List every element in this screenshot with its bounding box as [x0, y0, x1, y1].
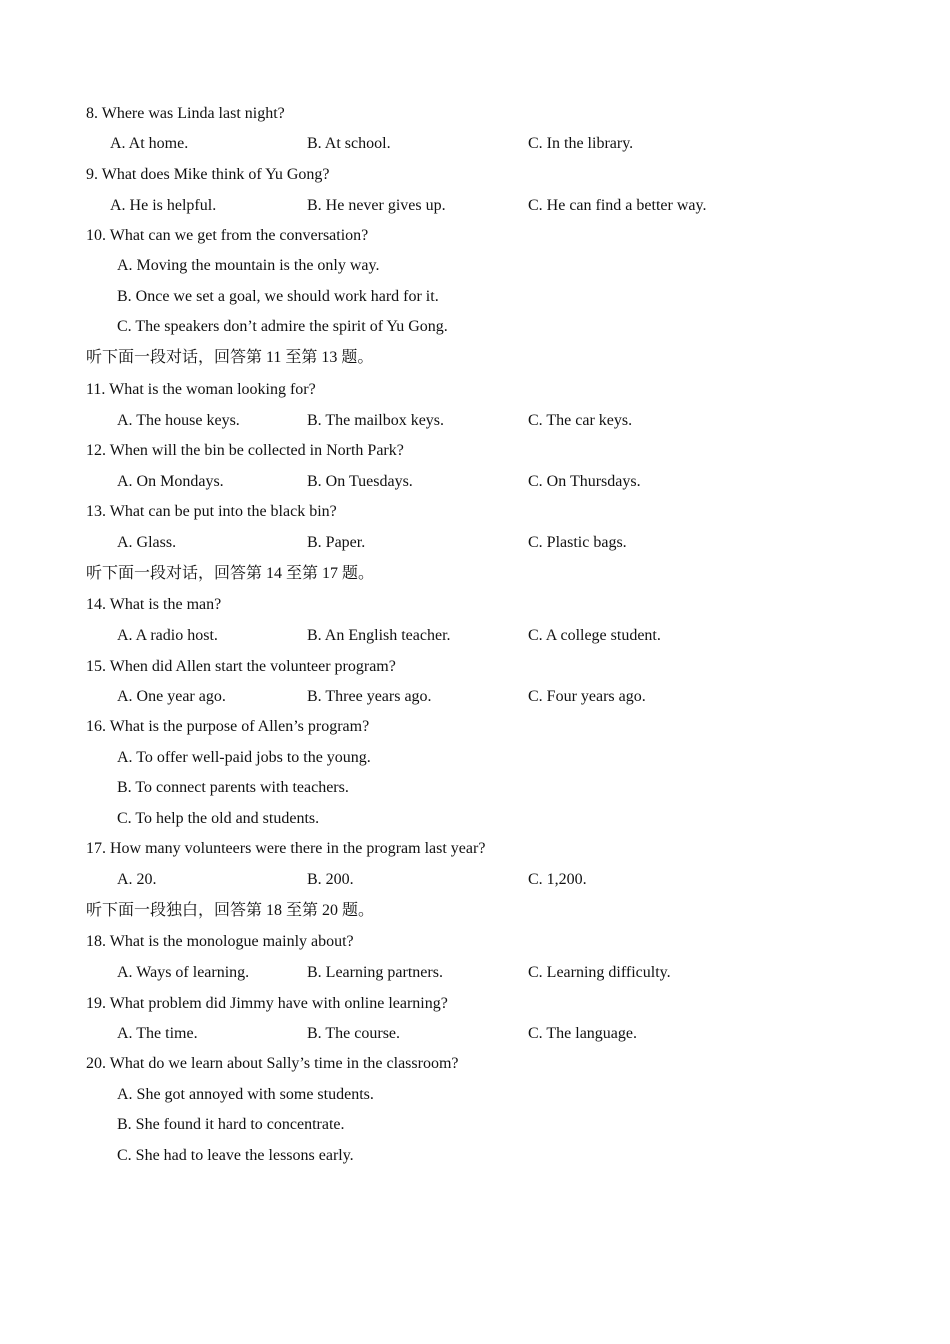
- option-c: C. She had to leave the lessons early.: [117, 1147, 354, 1164]
- option-b: B. The mailbox keys.: [307, 412, 445, 429]
- option-b: B. He never gives up.: [307, 197, 446, 214]
- option-c: C. On Thursdays.: [528, 473, 641, 490]
- option-a: A. Ways of learning.: [117, 964, 250, 981]
- option-c: C. Four years ago.: [528, 688, 646, 705]
- option-a: A. The house keys.: [117, 412, 240, 429]
- question-15: 15. When did Allen start the volunteer program?: [86, 658, 396, 675]
- question-9: 9. What does Mike think of Yu Gong?: [86, 166, 330, 183]
- option-b: B. 200.: [307, 871, 354, 888]
- option-c: C. In the library.: [528, 135, 634, 152]
- option-b: B. On Tuesdays.: [307, 473, 413, 490]
- option-c: C. A college student.: [528, 627, 661, 644]
- option-b: B. Once we set a goal, we should work hard for it.: [117, 288, 439, 305]
- option-a: A. One year ago.: [117, 688, 226, 705]
- section-instruction: 听下面一段独白，回答第 18 至第 20 题。: [86, 902, 375, 919]
- option-a: A. Moving the mountain is the only way.: [117, 257, 380, 274]
- option-c: C. The language.: [528, 1025, 638, 1042]
- option-c: C. Plastic bags.: [528, 534, 627, 551]
- option-c: C. He can find a better way.: [528, 197, 707, 214]
- question-10: 10. What can we get from the conversation?: [86, 227, 369, 244]
- option-b: B. Paper.: [307, 534, 366, 551]
- option-c: C. The car keys.: [528, 412, 633, 429]
- option-c: C. To help the old and students.: [117, 810, 320, 827]
- section-instruction: 听下面一段对话，回答第 11 至第 13 题。: [86, 349, 374, 366]
- section-instruction: 听下面一段对话，回答第 14 至第 17 题。: [86, 565, 375, 582]
- option-a: A. 20.: [117, 871, 157, 888]
- question-13: 13. What can be put into the black bin?: [86, 503, 337, 520]
- question-19: 19. What problem did Jimmy have with online learning?: [86, 995, 448, 1012]
- option-a: A. At home.: [110, 135, 189, 152]
- question-18: 18. What is the monologue mainly about?: [86, 933, 354, 950]
- option-a: A. On Mondays.: [117, 473, 224, 490]
- option-c: C. The speakers don’t admire the spirit of Yu Gong.: [117, 318, 448, 335]
- option-a: A. Glass.: [117, 534, 177, 551]
- option-a: A. She got annoyed with some students.: [117, 1086, 374, 1103]
- question-20: 20. What do we learn about Sally’s time in the classroom?: [86, 1055, 459, 1072]
- option-b: B. The course.: [307, 1025, 401, 1042]
- option-b: B. At school.: [307, 135, 391, 152]
- question-14: 14. What is the man?: [86, 596, 222, 613]
- question-17: 17. How many volunteers were there in the program last year?: [86, 840, 486, 857]
- option-b: B. Three years ago.: [307, 688, 432, 705]
- question-12: 12. When will the bin be collected in North Park?: [86, 442, 404, 459]
- option-b: B. An English teacher.: [307, 627, 451, 644]
- option-b: B. She found it hard to concentrate.: [117, 1116, 345, 1133]
- question-11: 11. What is the woman looking for?: [86, 381, 316, 398]
- question-16: 16. What is the purpose of Allen’s program?: [86, 718, 370, 735]
- question-8: 8. Where was Linda last night?: [86, 105, 285, 122]
- option-c: C. Learning difficulty.: [528, 964, 671, 981]
- option-b: B. To connect parents with teachers.: [117, 779, 349, 796]
- option-a: A. To offer well-paid jobs to the young.: [117, 749, 371, 766]
- option-a: A. The time.: [117, 1025, 198, 1042]
- option-a: A. He is helpful.: [110, 197, 217, 214]
- option-a: A. A radio host.: [117, 627, 218, 644]
- option-c: C. 1,200.: [528, 871, 587, 888]
- option-b: B. Learning partners.: [307, 964, 443, 981]
